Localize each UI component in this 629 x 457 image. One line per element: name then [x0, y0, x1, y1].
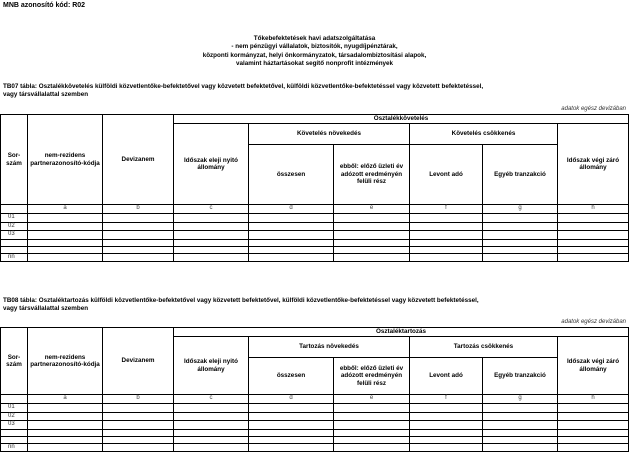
letter: c — [174, 395, 249, 404]
cell[interactable] — [28, 222, 103, 231]
cell[interactable] — [334, 412, 410, 421]
cell[interactable] — [334, 231, 410, 240]
cell[interactable] — [174, 222, 249, 231]
cell[interactable] — [558, 222, 629, 231]
cell[interactable] — [483, 421, 558, 430]
cell[interactable] — [558, 436, 629, 443]
cell[interactable] — [410, 421, 483, 430]
cell[interactable] — [249, 222, 334, 231]
cell[interactable] — [174, 443, 249, 452]
cell[interactable] — [28, 429, 103, 436]
group-header: Osztaléktartozás — [174, 328, 629, 337]
row-number — [1, 246, 28, 253]
report-title — [0, 35, 629, 68]
cell[interactable] — [174, 231, 249, 240]
cell[interactable] — [103, 214, 174, 223]
cell[interactable] — [103, 421, 174, 430]
cell[interactable] — [103, 239, 174, 246]
table-row — [1, 443, 629, 452]
cell[interactable] — [174, 412, 249, 421]
tb07-title — [3, 83, 628, 100]
col-closing: Időszak végi záró állomány — [558, 337, 629, 395]
tb08-title-line2: vagy társvállalattal szemben — [3, 305, 89, 313]
cell[interactable] — [174, 404, 249, 413]
cell[interactable] — [558, 429, 629, 436]
col-profit: ebből: előző üzleti év adózott eredményén felüli rész — [334, 145, 410, 205]
cell[interactable] — [28, 231, 103, 240]
cell[interactable] — [334, 436, 410, 443]
table-row — [1, 231, 629, 240]
cell[interactable] — [558, 421, 629, 430]
cell[interactable] — [410, 214, 483, 223]
col-partner: nem-rezidens partnerazonosító-kódja — [28, 115, 103, 205]
cell[interactable] — [103, 246, 174, 253]
mnb-code: MNB azonosító kód: R02 — [3, 2, 86, 9]
col-tax: Levont adó — [410, 145, 483, 205]
row-number: nn — [1, 253, 28, 262]
letter: h — [558, 395, 629, 404]
cell[interactable] — [103, 253, 174, 262]
cell[interactable] — [334, 429, 410, 436]
title-line: Tőkebefektetések havi adatszolgáltatása — [253, 35, 376, 42]
cell[interactable] — [249, 443, 334, 452]
cell[interactable] — [558, 231, 629, 240]
cell[interactable] — [483, 246, 558, 253]
title-line: - nem pénzügyi vállalatok, biztosítók, nyugdíjpénztárak, — [231, 43, 398, 51]
letter: b — [103, 395, 174, 404]
cell[interactable] — [410, 222, 483, 231]
cell[interactable] — [249, 239, 334, 246]
tb08-table — [0, 327, 629, 452]
row-number: nn — [1, 443, 28, 452]
tb07-title-line2: vagy társvállalattal szemben — [3, 91, 89, 99]
col-other: Egyéb tranzakció — [483, 145, 558, 205]
table-row — [1, 239, 629, 246]
cell[interactable] — [410, 412, 483, 421]
cell[interactable] — [483, 412, 558, 421]
tb07-table — [0, 114, 629, 262]
letter: e — [334, 205, 410, 214]
cell[interactable] — [410, 429, 483, 436]
row-number: 01 — [1, 214, 28, 223]
cell[interactable] — [483, 253, 558, 262]
cell[interactable] — [558, 404, 629, 413]
cell[interactable] — [174, 239, 249, 246]
cell[interactable] — [103, 412, 174, 421]
letter-blank — [1, 205, 28, 214]
col-profit: ebből: előző üzleti év adózott eredményén felüli rész — [334, 358, 410, 395]
tb08-title — [3, 297, 628, 314]
tb07-unit: adatok egész devizában — [561, 106, 626, 112]
cell[interactable] — [174, 214, 249, 223]
cell[interactable] — [28, 436, 103, 443]
cell[interactable] — [483, 443, 558, 452]
cell[interactable] — [558, 412, 629, 421]
cell[interactable] — [174, 246, 249, 253]
cell[interactable] — [28, 443, 103, 452]
cell[interactable] — [410, 436, 483, 443]
table-row — [1, 421, 629, 430]
letter: c — [174, 205, 249, 214]
col-sorszam: Sor-szám — [1, 328, 28, 395]
table-row — [1, 412, 629, 421]
letter: d — [249, 395, 334, 404]
cell[interactable] — [410, 443, 483, 452]
cell[interactable] — [28, 412, 103, 421]
cell[interactable] — [410, 239, 483, 246]
letter: e — [334, 395, 410, 404]
cell[interactable] — [334, 443, 410, 452]
cell[interactable] — [174, 436, 249, 443]
cell[interactable] — [334, 404, 410, 413]
cell[interactable] — [249, 214, 334, 223]
cell[interactable] — [334, 253, 410, 262]
cell[interactable] — [174, 253, 249, 262]
letter: f — [410, 205, 483, 214]
letter: f — [410, 395, 483, 404]
row-number: 03 — [1, 421, 28, 430]
sub-decrease: Követelés csökkenés — [410, 124, 558, 145]
cell[interactable] — [558, 214, 629, 223]
letter: d — [249, 205, 334, 214]
cell[interactable] — [28, 404, 103, 413]
col-partner: nem-rezidens partnerazonosító-kódja — [28, 328, 103, 395]
cell[interactable] — [334, 239, 410, 246]
row-number — [1, 239, 28, 246]
col-deviza: Devizanem — [103, 115, 174, 205]
row-number: 03 — [1, 231, 28, 240]
cell[interactable] — [28, 214, 103, 223]
cell[interactable] — [483, 222, 558, 231]
cell[interactable] — [558, 239, 629, 246]
cell[interactable] — [249, 421, 334, 430]
row-number — [1, 429, 28, 436]
table-row — [1, 253, 629, 262]
tb08-title-line1: TB08 tábla: Osztaléktartozás külföldi közvetlentőke-befektetővel vagy közvetett befektetővel, külföldi közvetlentőke-befektetéssel vagy közvetett befektetéssel, — [3, 297, 479, 304]
title-line: valamint háztartásokat segítő nonprofit intézmények — [235, 59, 394, 67]
cell[interactable] — [103, 443, 174, 452]
cell[interactable] — [410, 253, 483, 262]
table-row — [1, 429, 629, 436]
cell[interactable] — [103, 404, 174, 413]
letter: a — [28, 395, 103, 404]
sub-increase: Tartozás növekedés — [249, 337, 410, 358]
col-total: összesen — [249, 358, 334, 395]
row-number — [1, 436, 28, 443]
cell[interactable] — [410, 231, 483, 240]
row-number: 01 — [1, 404, 28, 413]
cell[interactable] — [103, 222, 174, 231]
letter: g — [483, 395, 558, 404]
cell[interactable] — [249, 404, 334, 413]
sub-increase: Követelés növekedés — [249, 124, 410, 145]
col-sorszam: Sor-szám — [1, 115, 28, 205]
cell[interactable] — [558, 246, 629, 253]
cell[interactable] — [410, 246, 483, 253]
cell[interactable] — [28, 421, 103, 430]
cell[interactable] — [334, 421, 410, 430]
letter: a — [28, 205, 103, 214]
cell[interactable] — [174, 421, 249, 430]
col-other: Egyéb tranzakció — [483, 358, 558, 395]
letter: h — [558, 205, 629, 214]
letter: b — [103, 205, 174, 214]
row-number: 02 — [1, 222, 28, 231]
cell[interactable] — [483, 404, 558, 413]
table-row — [1, 222, 629, 231]
table-row — [1, 214, 629, 223]
table-row — [1, 436, 629, 443]
cell[interactable] — [410, 404, 483, 413]
table-row — [1, 246, 629, 253]
tb08-unit: adatok egész devizában — [561, 319, 626, 325]
cell[interactable] — [334, 222, 410, 231]
sub-decrease: Tartozás csökkenés — [410, 337, 558, 358]
title-line: központi kormányzat, helyi önkormányzatok, társadalombiztosítási alapok, — [202, 51, 427, 59]
cell[interactable] — [103, 231, 174, 240]
col-opening: Időszak eleji nyitó állomány — [174, 337, 249, 395]
cell[interactable] — [249, 436, 334, 443]
cell[interactable] — [334, 214, 410, 223]
cell[interactable] — [483, 214, 558, 223]
cell[interactable] — [103, 429, 174, 436]
cell[interactable] — [334, 246, 410, 253]
cell[interactable] — [103, 436, 174, 443]
group-header: Osztalékkövetelés — [174, 115, 629, 124]
cell[interactable] — [558, 253, 629, 262]
cell[interactable] — [249, 231, 334, 240]
cell[interactable] — [558, 443, 629, 452]
col-opening: Időszak eleji nyitó állomány — [174, 124, 249, 205]
cell[interactable] — [483, 429, 558, 436]
cell[interactable] — [28, 253, 103, 262]
cell[interactable] — [174, 429, 249, 436]
col-total: összesen — [249, 145, 334, 205]
row-number: 02 — [1, 412, 28, 421]
cell[interactable] — [249, 253, 334, 262]
table-row — [1, 404, 629, 413]
cell[interactable] — [249, 246, 334, 253]
cell[interactable] — [483, 239, 558, 246]
letter-blank — [1, 395, 28, 404]
col-tax: Levont adó — [410, 358, 483, 395]
tb07-title-line1: TB07 tábla: Osztalékkövetelés külföldi közvetlentőke-befektetővel vagy közvetett befektetővel, külföldi közvetlentőke-befektetéssel vagy közvetett befektetéssel, — [3, 83, 484, 90]
cell[interactable] — [483, 231, 558, 240]
cell[interactable] — [249, 412, 334, 421]
letter: g — [483, 205, 558, 214]
cell[interactable] — [249, 429, 334, 436]
col-deviza: Devizanem — [103, 328, 174, 395]
cell[interactable] — [28, 239, 103, 246]
cell[interactable] — [483, 436, 558, 443]
col-closing: Időszak végi záró állomány — [558, 124, 629, 205]
cell[interactable] — [28, 246, 103, 253]
